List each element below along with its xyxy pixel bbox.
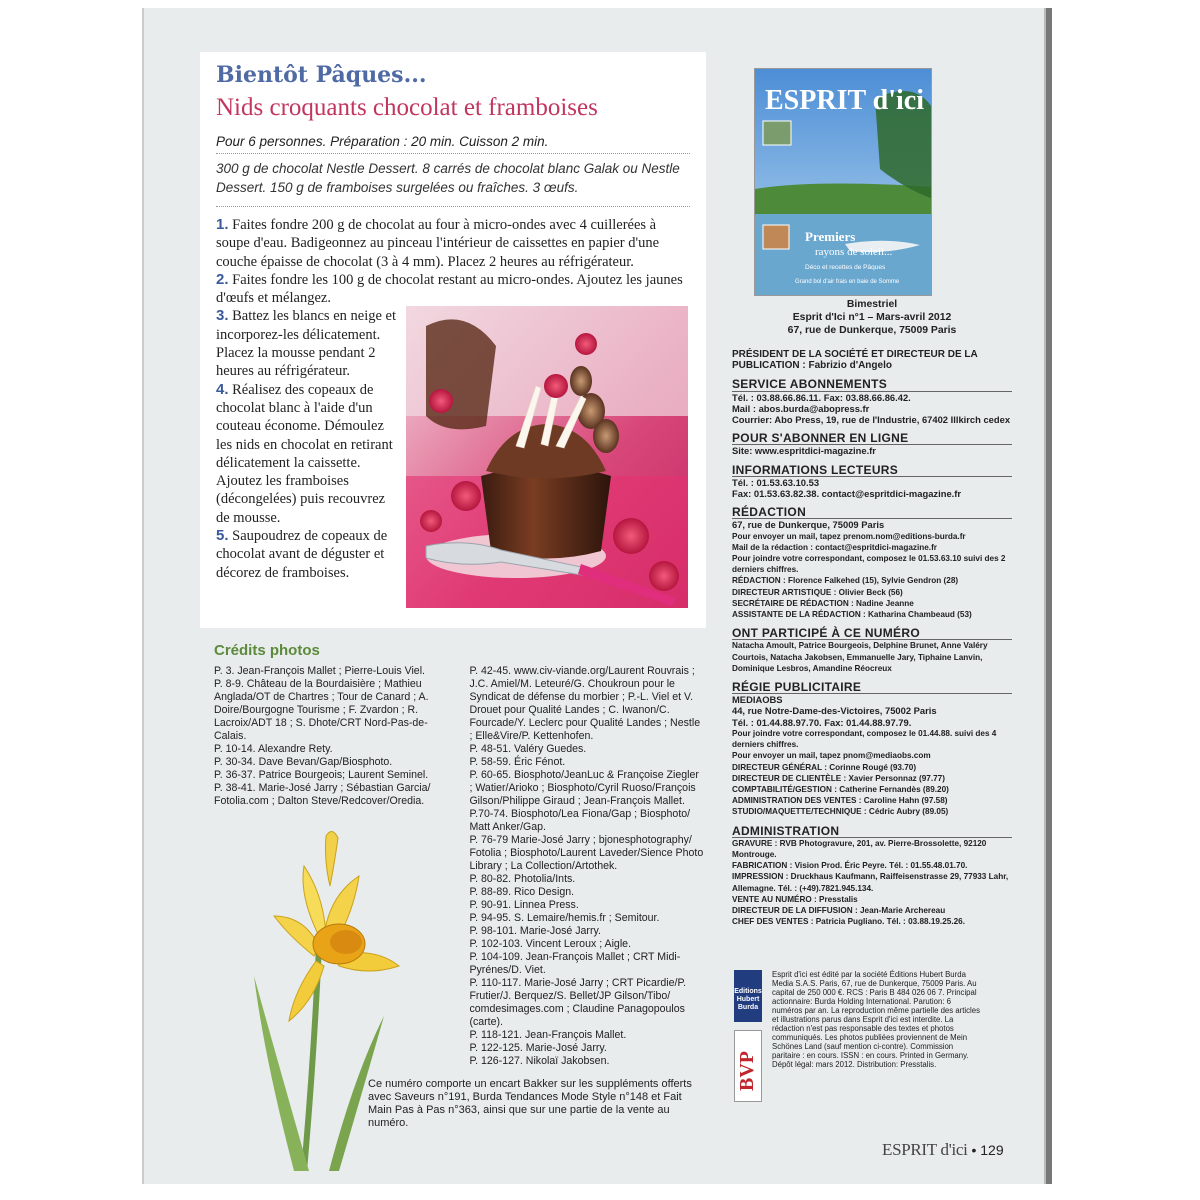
legal-notice: Esprit d'ici est édité par la société Éditions Hubert Burda Media S.A.S. Paris, 67, rue de Dunkerque, 75009 Paris. Au capital de 250 000 €. RCS : Paris B 484 026 06 7. Principal actionnaire: Burda Holding International. Parution: 6 numéros par an. La reproduction même partielle des articles et illustrations parus dans Esprit d'ici est interdite. La rédaction n'est pas responsable des textes et photos communiqués. Les photos publiées proviennent de Mein Schönes Land (sauf mention ci-contre). Commission paritaire : en cours. ISSN : en cours. Printed in Germany. Dépôt légal: mars 2012. Distribution: Presstalis. — [772, 970, 981, 1069]
section-line: Courrier: Abo Press, 19, rue de l'Industrie, 67402 Illkirch cedex — [732, 414, 1011, 426]
cover-brand: ESPRIT d'ici — [765, 85, 924, 116]
section-heading: POUR S'ABONNER EN LIGNE — [732, 433, 1012, 445]
magazine-cover — [754, 68, 932, 296]
section-line: COMPTABILITÉ/GESTION : Catherine Fernandès (89.20) — [732, 784, 949, 794]
recipe-step: 5. Saupoudrez de copeaux de chocolat avant de déguster et décorez de framboises. — [216, 527, 388, 581]
credit-entry: P. 110-117. Marie-José Jarry ; CRT Picardie/P. Frutier/J. Berquez/S. Bellet/JP Gilson/Tibo/ comdesimages.com ; Claudine Panagopoulos (carte). — [469, 977, 687, 1028]
credit-entry: P. 30-34. Dave Bevan/Gap/Biosphoto. — [214, 756, 393, 768]
recipe-ingredients: 300 g de chocolat Nestle Dessert. 8 carrés de chocolat blanc Galak ou Nestle Dessert. 150 g de framboises surgelées ou fraîches. 3 œufs. — [216, 159, 690, 207]
magazine-page — [142, 8, 1046, 1184]
section-line: Mail : abos.burda@abopress.fr — [732, 402, 870, 414]
credit-entry: P. 80-82. Photolia/Ints. — [469, 873, 576, 885]
page-edge — [1046, 8, 1052, 1184]
recipe-title: Nids croquants chocolat et framboises — [216, 94, 598, 121]
section-line: Tél. : 01.53.63.10.53 — [732, 476, 820, 488]
credit-entry: P. 104-109. Jean-François Mallet ; CRT Midi-Pyrénes/D. Viet. — [469, 951, 681, 976]
folio-bullet: • — [971, 1142, 977, 1158]
section-line: RÉDACTION : Florence Falkehed (15), Sylvie Gendron (28) — [732, 576, 959, 586]
section-line: GRAVURE : RVB Photogravure, 201, av. Pierre-Brossolette, 92120 Montrouge. — [732, 838, 987, 859]
section-line: Pour envoyer un mail, tapez prenom.nom@editions-burda.fr — [732, 531, 966, 541]
credit-entry: P. 10-14. Alexandre Rety. — [214, 743, 333, 755]
credit-entry: P. 94-95. S. Lemaire/hemis.fr ; Semitour. — [469, 912, 660, 924]
credit-entry: P. 102-103. Vincent Leroux ; Aigle. — [469, 938, 632, 950]
section-line: Fax: 01.53.63.82.38. contact@espritdici-magazine.fr — [732, 488, 962, 500]
recipe-box — [200, 52, 706, 628]
section-line: Natacha Amoult, Patrice Bourgeois, Delphine Brunet, Anne Valéry Courtois, Natacha Jakobsen, Emmanuelle Jary, Tiphaine Lanvin, Dominique Lesbros, Amandine Réocreux — [732, 641, 988, 673]
credit-entry: P. 90-91. Linnea Press. — [469, 899, 579, 911]
section-heading: ONT PARTICIPÉ À CE NUMÉRO — [732, 628, 1012, 640]
masthead-president: PRÉSIDENT DE LA SOCIÉTÉ ET DIRECTEUR DE LA PUBLICATION : Fabrizio d'Angelo — [732, 349, 978, 372]
credit-entry: P. 98-101. Marie-José Jarry. — [469, 925, 601, 937]
encart-note: Ce numéro comporte un encart Bakker sur les suppléments offerts avec Saveurs n°191, Burda Tendances Mode Style n°148 et Fait Main Pas à Pas n°363, ainsi que sur une partie de la vente au numéro. — [368, 1078, 692, 1129]
section-line: IMPRESSION : Druckhaus Kaufmann, Raiffeisenstrasse 29, 77933 Lahr, Allemagne. Tél. : (+49).7821.945.134. — [732, 872, 1009, 893]
section-line: 67, rue de Dunkerque, 75009 Paris — [732, 519, 885, 531]
credit-entry: P. 42-45. www.civ-viande.org/Laurent Rouvrais ; J.C. Amiel/M. Leteuré/G. Choukroun pour le Syndicat de défense du morbier ; P.-L. Viel et V. Drouet pour Qualité Landes ; C. Iwanon/C. Fourcade/Y. Leclerc pour Qualité Landes ; Nestle ; Elle&Vire/P. Kettenhofen. — [469, 665, 701, 742]
masthead-issue: Esprit d'Ici n°1 – Mars-avril 2012 — [792, 312, 952, 323]
section-line: VENTE AU NUMÉRO : Presstalis — [732, 894, 858, 904]
recipe-kicker: Bientôt Pâques... — [216, 62, 427, 88]
credit-entry: P. 122-125. Marie-José Jarry. — [469, 1042, 607, 1054]
credits-heading: Crédits photos — [214, 642, 320, 659]
section-line: ADMINISTRATION DES VENTES : Caroline Hahn (97.58) — [732, 796, 948, 806]
credit-entry: P.70-74. Biosphoto/Lea Fiona/Gap ; Biosphoto/ Matt Anker/Gap. — [469, 808, 691, 833]
svg-text:BVP: BVP — [736, 1051, 758, 1091]
credits-right-column — [469, 665, 704, 1068]
page-folio — [882, 1140, 1004, 1160]
credit-entry: P. 3. Jean-François Mallet ; Pierre-Louis Viel. — [214, 665, 425, 677]
section-line: Tél. : 03.88.66.86.11. Fax: 03.88.66.86.42. — [732, 391, 911, 403]
credit-entry: P. 76-79 Marie-José Jarry ; bjonesphotography/ Fotolia ; Biosphoto/Laurent Laveder/Sience Photo Library ; La Collection/Artothek. — [469, 834, 704, 872]
section-line: STUDIO/MAQUETTE/TECHNIQUE : Cédric Aubry (89.05) — [732, 807, 949, 817]
cover-headline-2: rayons de soleil... — [815, 246, 893, 258]
recipe-step: 4. Réalisez des copeaux de chocolat blanc à l'aide d'un couteau économe. Démoulez les nids en chocolat en retirant délicatement la caissette. Ajoutez les framboises (décongelées) puis recouvrez de mousse. — [216, 380, 393, 526]
section-line: Tél. : 01.44.88.97.70. Fax: 01.44.88.97.79. — [732, 716, 912, 728]
section-line: DIRECTEUR DE CLIENTÈLE : Xavier Personnaz (97.77) — [732, 773, 945, 783]
cover-line-2: Grand bol d'air frais en baie de Somme — [795, 279, 900, 285]
page-number: 129 — [980, 1142, 1004, 1158]
section-heading: INFORMATIONS LECTEURS — [732, 465, 1012, 477]
section-heading: RÉGIE PUBLICITAIRE — [732, 682, 1012, 694]
cover-line-1: Déco et recettes de Pâques — [805, 264, 886, 271]
section-line: DIRECTEUR GÉNÉRAL : Corinne Rougé (93.70) — [732, 762, 917, 772]
credit-entry: P. 36-37. Patrice Bourgeois; Laurent Seminel. — [214, 769, 429, 781]
masthead — [732, 298, 1012, 927]
credit-entry: P. 60-65. Biosphoto/JeanLuc & Françoise Ziegler ; Watier/Arioko ; Biosphoto/Cyril Ruoso/François Gilson/Philippe Giraud ; Jean-François Mallet. — [469, 769, 699, 807]
burda-logo: Editions Hubert Burda — [734, 970, 762, 1022]
masthead-frequency: Bimestriel — [846, 299, 898, 310]
recipe-servings: Pour 6 personnes. Préparation : 20 min. Cuisson 2 min. — [216, 134, 690, 154]
section-line: Pour joindre votre correspondant, composez le 01.44.88. suivi des 4 derniers chiffres. — [732, 728, 997, 750]
credit-entry: P. 48-51. Valéry Guedes. — [469, 743, 587, 755]
credit-entry: P. 88-89. Rico Design. — [469, 886, 575, 898]
section-heading: ADMINISTRATION — [732, 826, 1012, 838]
section-line: DIRECTEUR DE LA DIFFUSION : Jean-Marie Archereau — [732, 905, 946, 915]
section-line: CHEF DES VENTES : Patricia Pugliano. Tél. : 03.88.19.25.26. — [732, 917, 965, 927]
section-line: Mail de la rédaction : contact@espritdici-magazine.fr — [732, 542, 937, 552]
recipe-step: 1. Faites fondre 200 g de chocolat au four à micro-ondes avec 4 cuillerées à soupe d'eau. Badigeonnez au pinceau l'intérieur de caissettes en papier d'une couche épaisse de chocolat (3 à 4 mm). Placez 2 heures au réfrigérateur. — [216, 216, 660, 270]
section-line: 44, rue Notre-Dame-des-Victoires, 75002 Paris — [732, 705, 937, 717]
credit-entry: P. 38-41. Marie-José Jarry ; Sébastian Garcia/ Fotolia.com ; Dalton Steve/Redcover/Oredia. — [214, 782, 431, 807]
section-line: Pour joindre votre correspondant, composez le 01.53.63.10 suivi des 2 derniers chiffres. — [732, 554, 1006, 575]
section-line: Pour envoyer un mail, tapez pnom@mediaobs.com — [732, 751, 931, 761]
section-line: MEDIAOBS — [732, 694, 783, 706]
section-line: SECRÉTAIRE DE RÉDACTION : Nadine Jeanne — [732, 598, 914, 608]
masthead-address: 67, rue de Dunkerque, 75009 Paris — [787, 325, 957, 336]
section-heading: SERVICE ABONNEMENTS — [732, 379, 1012, 391]
recipe-photo — [406, 306, 688, 608]
recipe-step: 2. Faites fondre les 100 g de chocolat restant au micro-ondes. Ajoutez les jaunes d'œufs et mélangez. — [216, 270, 683, 307]
section-line: ASSISTANTE DE LA RÉDACTION : Katharina Chambeaud (53) — [732, 610, 972, 620]
cover-headline-1: Premiers — [805, 229, 856, 244]
credit-entry: P. 126-127. Nikolaï Jakobsen. — [469, 1055, 610, 1067]
section-line: DIRECTEUR ARTISTIQUE : Olivier Beck (56) — [732, 587, 903, 597]
recipe-step: 3. Battez les blancs en neige et incorporez-les délicatement. Placez la mousse pendant 2 heures au réfrigérateur. — [216, 307, 397, 380]
section-line: FABRICATION : Vision Prod. Éric Peyre. Tél. : 01.55.48.01.70. — [732, 861, 968, 871]
section-line: Site: www.espritdici-magazine.fr — [732, 445, 876, 457]
credit-entry: P. 8-9. Château de la Bourdaisière ; Mathieu Anglada/OT de Chartres ; Tour de Canard ; A. Doire/Bourgogne Tourisme ; F. Zvardon ; R. Lacroix/ADT 18 ; S. Dhote/CRT Nord-Pas-de-Calais. — [214, 678, 429, 742]
section-heading: RÉDACTION — [732, 507, 1012, 519]
credit-entry: P. 118-121. Jean-François Mallet. — [469, 1029, 627, 1041]
credit-entry: P. 58-59. Éric Fénot. — [469, 756, 566, 768]
folio-brand: ESPRIT d'ici — [882, 1140, 968, 1159]
bvp-logo — [734, 1030, 762, 1102]
